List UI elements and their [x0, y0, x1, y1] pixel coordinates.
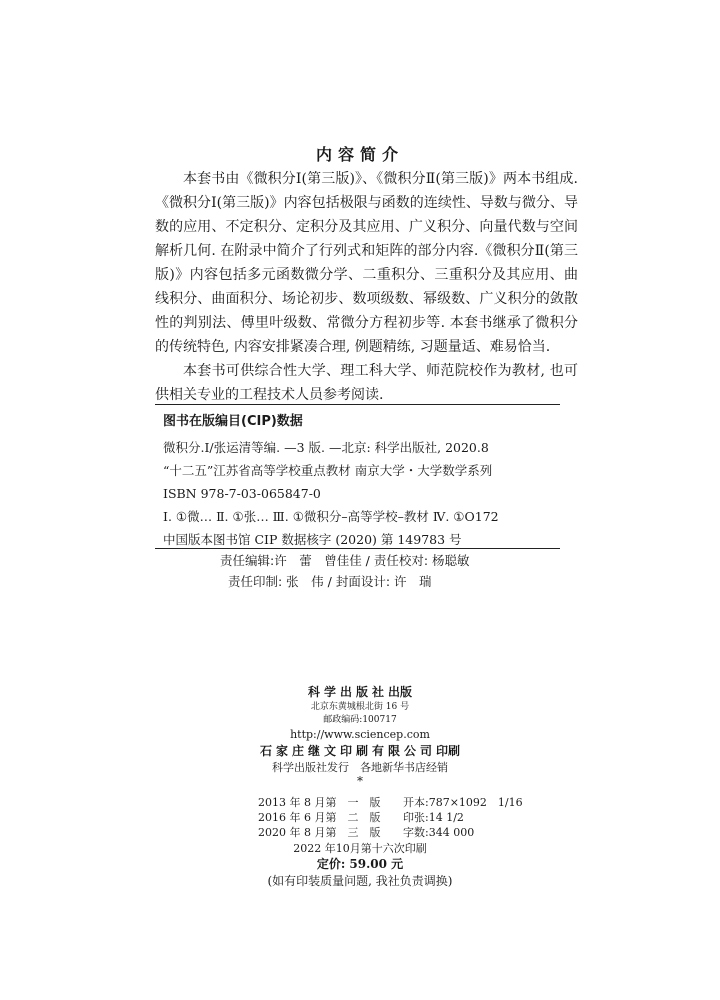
summary-body — [155, 167, 578, 407]
cip-line-classification: Ⅰ. ①微… Ⅱ. ①张… Ⅲ. ①微积分–高等学校–教材 Ⅳ. ①O172 — [163, 509, 499, 524]
cip-line-title: 微积分.Ⅰ/张运清等编. —3 版. —北京: 科学出版社, 2020.8 — [163, 440, 489, 455]
edition-table — [258, 795, 523, 840]
publisher-postcode: 邮政编码:100717 — [323, 715, 397, 725]
edition-value: 344 000 — [428, 826, 475, 839]
print-count: 2022 年10月第十六次印刷 — [293, 842, 427, 855]
publisher-line — [0, 684, 720, 701]
credits-production: 责任印制: 张 伟 / 封面设计: 许 瑞 — [228, 574, 432, 589]
cip-line-series: “十二五”江苏省高等学校重点教材 南京大学・大学数学系列 — [163, 463, 493, 478]
cip-line-isbn: ISBN 978-7-03-065847-0 — [163, 486, 321, 501]
credits — [220, 550, 520, 592]
summary-paragraph: 本套书可供综合性大学、理工科大学、师范院校作为教材, 也可供相关专业的工程技术人员参考阅读. — [155, 363, 578, 403]
edition-value: 14 1/2 — [428, 811, 464, 824]
edition-date: 2013 年 8 月第 一 版 — [258, 796, 381, 809]
refund-note: (如有印装质量问题, 我社负责调换) — [267, 874, 453, 888]
separator-star: * — [357, 774, 363, 788]
edition-label: 字数: — [403, 826, 429, 839]
edition-row — [258, 825, 523, 840]
summary-title: 内容简介 — [315, 145, 404, 164]
cip-line-record-number: 中国版本图书馆 CIP 数据核字 (2020) 第 149783 号 — [163, 532, 462, 547]
cip-record — [163, 436, 499, 551]
edition-value: 787×1092 1/16 — [428, 796, 523, 809]
edition-label: 印张: — [403, 811, 429, 824]
printer-name-seal: 石家庄继文印刷有限公司 — [259, 744, 436, 758]
price: 定价: 59.00 元 — [316, 857, 404, 871]
publisher-url: http://www.sciencep.com — [290, 728, 430, 741]
summary-paragraph: 本套书由《微积分Ⅰ(第三版)》、《微积分Ⅱ(第三版)》两本书组成.《微积分Ⅰ(第三版)》内容包括极限与函数的连续性、导数与微分、导数的应用、不定积分、定积分及其应用、广义积分、向量代数与空间解析几何. 在附录中简介了行列式和矩阵的部分内容.《微积分Ⅱ(第三版)》内容包括多元函数微分学、二重积分、三重积分及其应用、曲线积分、曲面积分、场论初步、数项级数、幂级数、广义积分的敛散性的判别法、傅里叶级数、常微分方程初步等. 本套书继承了微积分的传统特色, 内容安排紧凑合理, 例题精练, 习题量适、难易恰当. — [155, 171, 578, 355]
edition-row — [258, 795, 523, 810]
printer-name-suffix: 印刷 — [436, 744, 461, 758]
cip-heading: 图书在版编目(CIP)数据 — [163, 414, 303, 429]
publisher-address: 北京东黄城根北街 16 号 — [310, 702, 410, 712]
credits-editors: 责任编辑:许 蕾 曾佳佳 / 责任校对: 杨聪敏 — [220, 553, 470, 568]
cip-top-rule — [155, 404, 560, 405]
edition-label: 开本: — [403, 796, 429, 809]
publisher-name-seal: 科学出版社 — [307, 685, 388, 699]
edition-date: 2020 年 8 月第 三 版 — [258, 826, 381, 839]
distribution: 科学出版社发行 各地新华书店经销 — [272, 761, 448, 774]
edition-row — [258, 810, 523, 825]
publisher-name-suffix: 出版 — [388, 685, 413, 699]
publisher-block — [0, 684, 720, 786]
printer-line — [0, 743, 720, 760]
cip-bottom-rule — [155, 548, 560, 549]
edition-date: 2016 年 6 月第 二 版 — [258, 811, 381, 824]
